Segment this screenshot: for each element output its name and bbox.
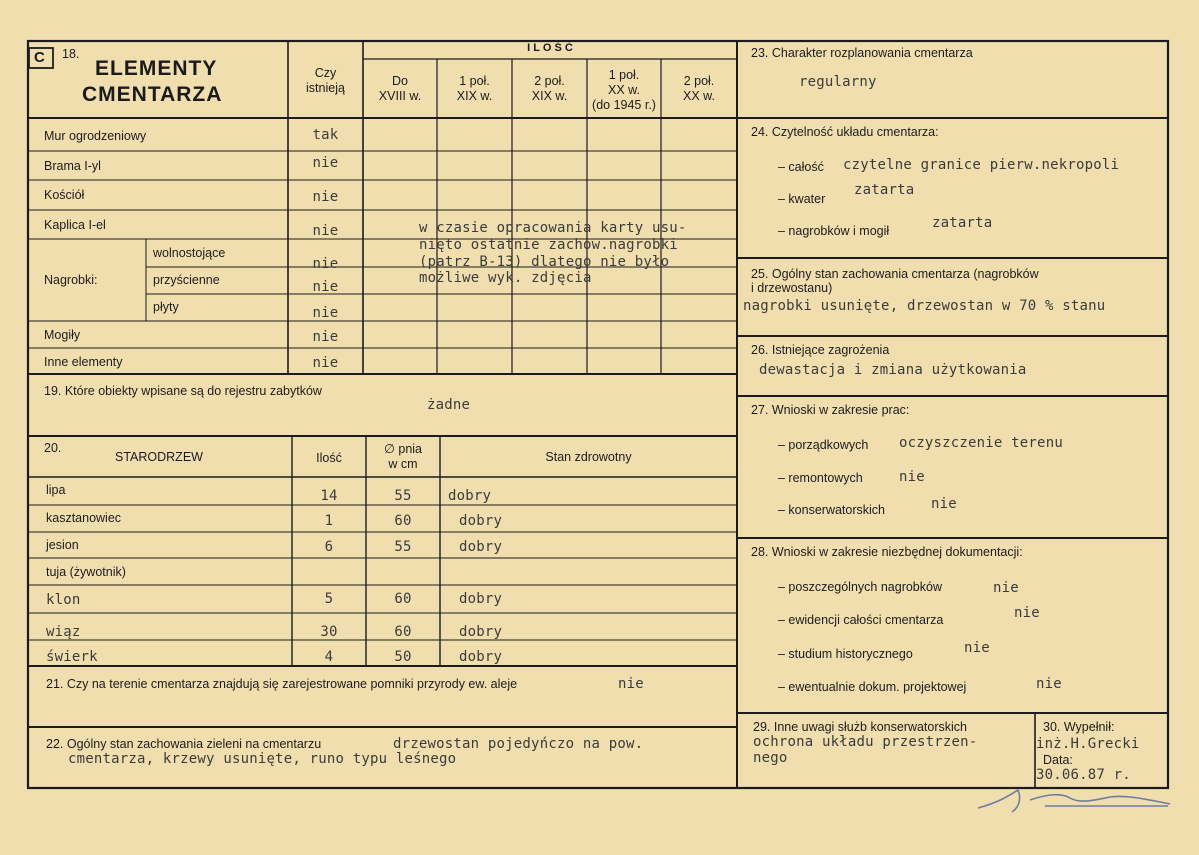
tree-qty: 1: [324, 513, 334, 529]
col-exists-label1: Czy: [314, 66, 337, 80]
s20-col-stan: Stan zdrowotny: [545, 450, 632, 464]
s27-porzadkowych-value: oczyszczenie terenu: [899, 435, 1063, 451]
value-inne: nie: [312, 355, 339, 371]
tree-state: dobry: [459, 591, 503, 607]
typed-note-line3: (patrz B-13) dlatego nie było: [419, 254, 670, 270]
s27-konserwatorskich-value: nie: [931, 496, 957, 512]
s28-studium-value: nie: [964, 640, 990, 656]
row-label-mogily: Mogiły: [44, 328, 81, 342]
value-przyscienne: nie: [312, 279, 339, 295]
s27-porzadkowych-label: – porządkowych: [778, 438, 869, 452]
period-label: Do: [392, 74, 408, 88]
tree-qty: 4: [324, 649, 334, 665]
s24-nagrobkow-label: – nagrobków i mogił: [778, 224, 890, 238]
s28-studium-label: – studium historycznego: [778, 647, 913, 661]
typed-note-line1: w czasie opracowania karty usu-: [419, 220, 687, 236]
period-label: (do 1945 r.): [592, 98, 656, 112]
s19-label: 19. Które obiekty wpisane są do rejestru zabytków: [44, 384, 322, 398]
ilosc-header: I L O Ś Ć: [527, 42, 573, 54]
tree-name: jesion: [46, 538, 79, 552]
row-label-wolnostojace: wolnostojące: [153, 246, 226, 260]
period-label: 1 poł.: [608, 68, 640, 82]
s22-value-line1: drzewostan pojedyńczo na pow.: [393, 736, 644, 752]
value-mogily: nie: [312, 329, 339, 345]
s27-label: 27. Wnioski w zakresie prac:: [751, 403, 910, 417]
s24-kwater-label: – kwater: [778, 192, 826, 206]
box-letter: C: [34, 49, 45, 66]
s24-nagrobkow-value: zatarta: [932, 215, 993, 231]
period-label: XX w.: [683, 89, 715, 103]
s28-ewentualnie-value: nie: [1036, 676, 1062, 692]
s26-value: dewastacja i zmiana użytkowania: [759, 362, 1027, 378]
tree-dia: 60: [394, 513, 412, 529]
value-wolnostojace: nie: [312, 256, 339, 272]
tree-dia: 55: [394, 488, 412, 504]
tree-name: świerk: [46, 649, 98, 665]
s28-ewentualnie-label: – ewentualnie dokum. projektowej: [778, 680, 967, 694]
s24-label: 24. Czytelność układu cmentarza:: [751, 125, 939, 139]
tree-dia: 60: [394, 591, 412, 607]
s29-value-line1: ochrona układu przestrzen-: [753, 734, 978, 750]
tree-state: dobry: [459, 513, 503, 529]
s21-value: nie: [618, 676, 644, 692]
tree-state: dobry: [448, 488, 492, 504]
value-mur: tak: [312, 127, 339, 143]
tree-dia: 55: [394, 539, 412, 555]
tree-state: dobry: [459, 539, 503, 555]
period-label: XVIII w.: [378, 89, 422, 103]
s25-label2: i drzewostanu): [751, 281, 833, 295]
title-line1: ELEMENTY: [95, 57, 218, 80]
period-label: 1 poł.: [459, 74, 490, 88]
s22-value-line2: cmentarza, krzewy usunięte, runo typu leśnego: [68, 751, 457, 767]
tree-name: tuja (żywotnik): [46, 565, 126, 579]
s28-label: 28. Wnioski w zakresie niezbędnej dokumentacji:: [751, 545, 1023, 559]
s25-label1: 25. Ogólny stan zachowania cmentarza (nagrobków: [751, 267, 1039, 281]
tree-qty: 6: [324, 539, 334, 555]
period-label: XIX w.: [531, 89, 568, 103]
tree-qty: 30: [320, 624, 338, 640]
tree-dia: 50: [394, 649, 412, 665]
s23-label: 23. Charakter rozplanowania cmentarza: [751, 46, 973, 60]
s24-kwater-value: zatarta: [854, 182, 915, 198]
s21-label: 21. Czy na terenie cmentarza znajdują się zarejestrowane pomniki przyrody ew. aleje: [46, 677, 518, 691]
s20-number: 20.: [44, 441, 62, 455]
tree-name: wiąz: [46, 624, 81, 640]
tree-state: dobry: [459, 649, 503, 665]
tree-qty: 5: [324, 591, 334, 607]
tree-name: lipa: [46, 483, 66, 497]
period-label: 2 poł.: [534, 74, 565, 88]
s20-col-pnia2: w cm: [388, 457, 418, 471]
row-label-kosciol: Kościół: [44, 188, 85, 202]
s28-ewidencji-label: – ewidencji całości cmentarza: [778, 613, 944, 627]
tree-qty: 14: [320, 488, 338, 504]
s28-pojedynczych-value: nie: [993, 580, 1019, 596]
s25-value: nagrobki usunięte, drzewostan w 70 % stanu: [743, 298, 1106, 314]
section-number-18: 18.: [62, 47, 80, 61]
s24-calosc-label: – całość: [778, 160, 824, 174]
s26-label: 26. Istniejące zagrożenia: [751, 343, 890, 357]
s20-col-pnia1: ∅ pnia: [384, 442, 422, 456]
s27-konserwatorskich-label: – konserwatorskich: [778, 503, 885, 517]
tree-dia: 60: [394, 624, 412, 640]
s27-remontowych-value: nie: [899, 469, 925, 485]
period-label: 2 poł.: [683, 74, 715, 88]
row-label-kaplica: Kaplica I-el: [44, 218, 106, 232]
period-label: XIX w.: [456, 89, 493, 103]
s30-date-value: 30.06.87 r.: [1036, 767, 1131, 783]
s29-value-line2: nego: [753, 750, 788, 766]
s29-label: 29. Inne uwagi służb konserwatorskich: [753, 720, 968, 734]
s24-calosc-value: czytelne granice pierw.nekropoli: [843, 157, 1120, 173]
row-label-plyty: płyty: [153, 300, 179, 314]
s20-col-ilosc: Ilość: [316, 451, 342, 465]
s22-label: 22. Ogólny stan zachowania zieleni na cmentarzu: [46, 737, 322, 751]
tree-name: kasztanowiec: [46, 511, 122, 525]
value-brama: nie: [312, 155, 339, 171]
value-kosciol: nie: [312, 189, 339, 205]
s19-value: żadne: [427, 397, 471, 413]
typed-note-line4: możliwe wyk. zdjęcia: [419, 270, 592, 286]
row-label-mur: Mur ogrodzeniowy: [44, 129, 147, 143]
s23-value: regularny: [799, 74, 877, 90]
signature-mark: [978, 790, 1170, 812]
tree-state: dobry: [459, 624, 503, 640]
row-label-przyscienne: przyścienne: [153, 273, 220, 287]
value-plyty: nie: [312, 305, 339, 321]
tree-name: klon: [46, 592, 81, 608]
row-label-brama: Brama I-yl: [44, 159, 101, 173]
value-kaplica: nie: [312, 223, 339, 239]
col-exists-label2: istnieją: [306, 81, 345, 95]
row-label-nagrobki: Nagrobki:: [44, 273, 98, 287]
typed-note-line2: nięto ostatnie zachow.nagrobki: [419, 237, 678, 253]
s30-value: inż.H.Grecki: [1036, 736, 1140, 752]
s28-ewidencji-value: nie: [1014, 605, 1040, 621]
s30-date-label: Data:: [1043, 753, 1073, 767]
title-line2: CMENTARZA: [82, 83, 223, 106]
s28-pojedynczych-label: – poszczególnych nagrobków: [778, 580, 942, 594]
s30-label: 30. Wypełnił:: [1043, 720, 1115, 734]
period-label: XX w.: [608, 83, 640, 97]
row-label-inne: Inne elementy: [44, 355, 123, 369]
s27-remontowych-label: – remontowych: [778, 471, 863, 485]
s20-title: STARODRZEW: [115, 450, 203, 464]
